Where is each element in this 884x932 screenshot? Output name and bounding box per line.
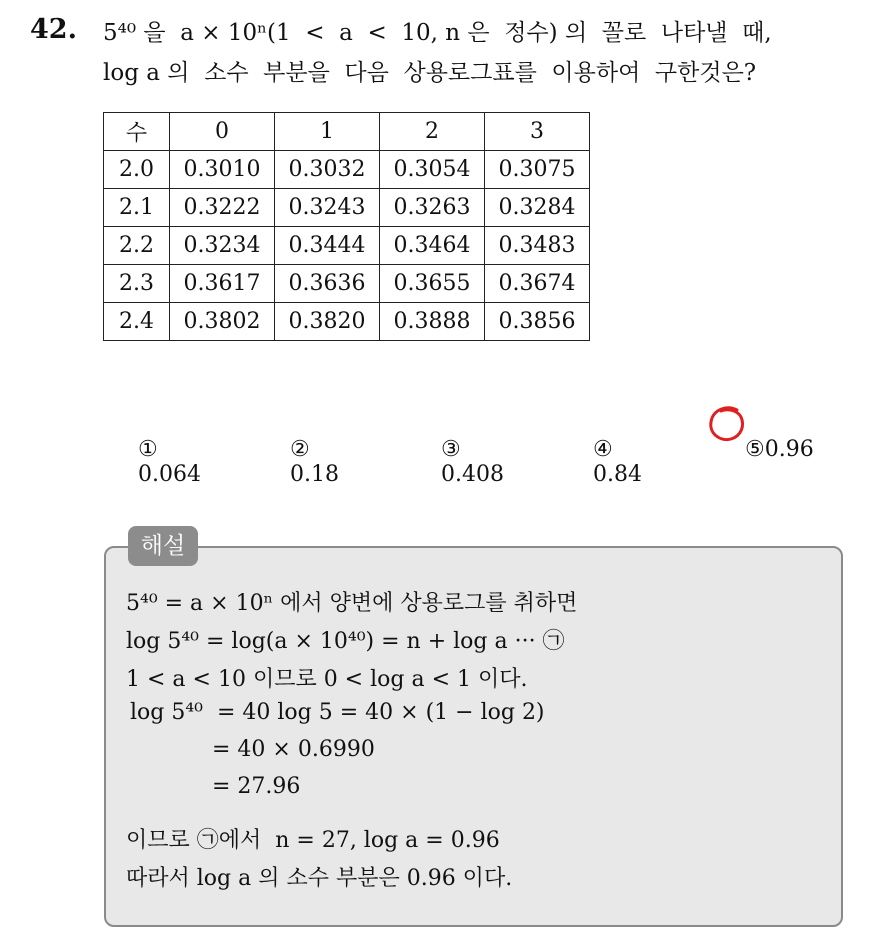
table-cell: 0.3674	[485, 265, 590, 303]
table-header-cell: 0	[170, 113, 275, 151]
choice-number: ②	[289, 437, 310, 462]
table-cell: 0.3234	[170, 227, 275, 265]
answer-circle-stroke	[711, 408, 743, 440]
choice-value: 0.408	[440, 462, 504, 487]
table-cell: 0.3483	[485, 227, 590, 265]
table-cell: 0.3617	[170, 265, 275, 303]
table-cell: 0.3263	[380, 189, 485, 227]
solution-badge: 해설	[128, 526, 198, 566]
answer-choices	[0, 412, 884, 487]
choice-value: 0.96	[764, 437, 814, 462]
table-cell: 0.3464	[380, 227, 485, 265]
table-header-cell: 수	[104, 113, 170, 151]
answer-circle-mark	[707, 404, 747, 444]
table-cell: 0.3888	[380, 303, 485, 341]
choice-2[interactable]	[262, 412, 339, 512]
solution-line: = 40 × 0.6990	[212, 737, 375, 762]
table-row	[104, 189, 590, 227]
table-cell: 0.3032	[275, 151, 380, 189]
table-header-cell: 3	[485, 113, 590, 151]
table-cell: 2.3	[104, 265, 170, 303]
table-header-cell: 2	[380, 113, 485, 151]
table-row	[104, 265, 590, 303]
table-cell: 0.3010	[170, 151, 275, 189]
solution-line: 5⁴⁰ = a × 10ⁿ 에서 양변에 상용로그를 취하면	[126, 591, 578, 616]
choice-value: 0.84	[592, 462, 642, 487]
question-number: 42.	[30, 14, 77, 45]
question-text-line-1: 5⁴⁰ 을 a × 10ⁿ(1 < a < 10, n 은 정수) 의 꼴로 나타낼 때,	[103, 20, 772, 46]
choice-number: ③	[440, 437, 461, 462]
table-cell: 0.3075	[485, 151, 590, 189]
table-cell: 0.3222	[170, 189, 275, 227]
choice-number: ④	[592, 437, 613, 462]
table-cell: 0.3243	[275, 189, 380, 227]
table-cell: 0.3284	[485, 189, 590, 227]
table-row	[104, 151, 590, 189]
table-header-row	[104, 113, 590, 151]
table-row	[104, 303, 590, 341]
choice-4[interactable]	[565, 412, 642, 512]
solution-line: 따라서 log a 의 소수 부분은 0.96 이다.	[126, 866, 513, 891]
choice-1[interactable]	[110, 412, 201, 512]
solution-line: log 5⁴⁰ = 40 log 5 = 40 × (1 − log 2)	[130, 700, 545, 725]
table-cell: 0.3856	[485, 303, 590, 341]
table-cell: 0.3655	[380, 265, 485, 303]
question-text-line-2: log a 의 소수 부분을 다음 상용로그표를 이용하여 구한것은?	[103, 60, 757, 86]
solution-line: log 5⁴⁰ = log(a × 10⁴⁰) = n + log a ··· ㉠	[126, 629, 565, 654]
table-cell: 0.3054	[380, 151, 485, 189]
table-cell: 0.3444	[275, 227, 380, 265]
table-cell: 0.3820	[275, 303, 380, 341]
table-row	[104, 227, 590, 265]
choice-3[interactable]	[413, 412, 504, 512]
log-table	[103, 112, 590, 341]
table-cell: 2.2	[104, 227, 170, 265]
choice-value: 0.18	[289, 462, 339, 487]
choice-value: 0.064	[137, 462, 201, 487]
table-cell: 2.4	[104, 303, 170, 341]
table-cell: 0.3802	[170, 303, 275, 341]
table-cell: 2.1	[104, 189, 170, 227]
choice-number: ⑤	[744, 437, 765, 462]
solution-line: 1 < a < 10 이므로 0 < log a < 1 이다.	[126, 667, 528, 692]
table-cell: 2.0	[104, 151, 170, 189]
table-header-cell: 1	[275, 113, 380, 151]
choice-number: ①	[137, 437, 158, 462]
solution-line: = 27.96	[212, 774, 301, 799]
table-cell: 0.3636	[275, 265, 380, 303]
solution-line: 이므로 ㉠에서 n = 27, log a = 0.96	[126, 828, 500, 853]
